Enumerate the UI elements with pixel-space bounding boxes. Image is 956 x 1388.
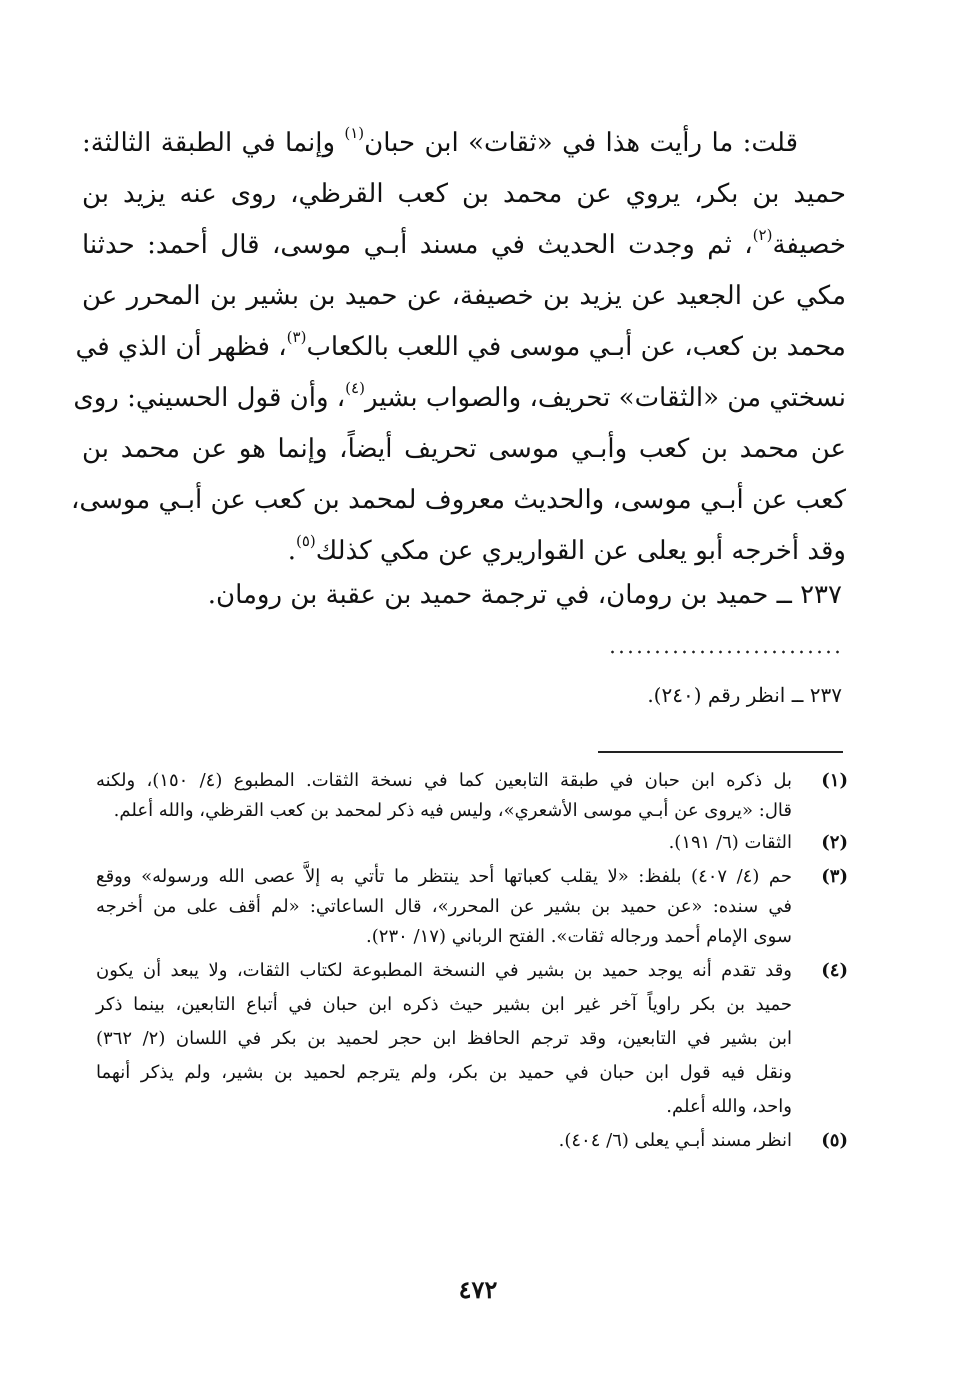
footnote-ref-3[interactable]: (٣): [286, 328, 307, 347]
main-line-6: نسختي من «الثقات» تحريف، والصواب بشير$^{(٤)}$، وأن قول الحسيني: روى: [73, 379, 846, 413]
footnote-line: حميد بن بكر راوياً آخر غير ابن بشير حيث ذكره ابن حبان في أتباع التابعين، بينما ذكر: [96, 994, 792, 1015]
dotted-separator: [608, 650, 844, 654]
main-line-1: قلت: ما رأيت هذا في «ثقات» ابن حبان$^{(١)}$ وإنما في الطبقة الثالثة:: [82, 124, 798, 158]
footnote-ref-4[interactable]: (٤): [345, 379, 365, 398]
footnote-line: قال: «يروى عن أبـي موسى الأشعري»، وليس فيه ذكر لمحمد بن كعب القرظي، والله أعلم.: [113, 800, 792, 821]
footnote-number: (٤): [821, 960, 848, 981]
footnote-ref-2[interactable]: (٢): [752, 226, 773, 245]
footnote-rule: [598, 751, 843, 753]
main-text: [71, 118, 846, 577]
footnote-ref-1[interactable]: (١): [344, 124, 365, 143]
main-line-3: خصيفة$^{(٢)}$، ثم وجدت الحديث في مسند أبـي موسى، قال أحمد: حدثنا: [82, 226, 846, 260]
main-line-7: عن محمد بن كعب وأبـي موسى تحريف أيضاً، وإنما هو عن محمد بن: [82, 434, 846, 464]
footnote-line: سوى الإمام أحمد ورجاله ثقات». الفتح الرباني (١٧/ ٢٣٠).: [366, 926, 792, 947]
footnote-line: واحد، والله أعلم.: [666, 1096, 792, 1117]
main-line-8: كعب عن أبـي موسى، والحديث معروف لمحمد بن كعب عن أبـي موسى،: [71, 485, 846, 515]
footnote-line: الثقات (٦/ ١٩١).: [668, 832, 792, 853]
footnote-line: في سنده: «عن حميد بن بشير عن المحرر»، قال الساعاتي: «لم أقف على من أخرجه: [96, 896, 792, 917]
footnote-3: [96, 862, 848, 952]
footnote-number: (٣): [821, 866, 848, 887]
footnote-number: (١): [821, 770, 848, 791]
footnote-2: [96, 828, 848, 858]
main-line-9: وقد أخرجه أبو يعلى عن القواريري عن مكي كذلك$^{(٥)}$.: [287, 532, 846, 566]
footnote-line: ونقل فيه قول ابن حبان في حميد بن بكر، ولم يترجم لحميد بن بشير، ولم يذكر أنهما: [96, 1062, 792, 1083]
main-line-2: حميد بن بكر، يروي عن محمد بن كعب القرظي، روى عنه يزيد بن: [82, 179, 846, 209]
footnote-5: [96, 1126, 848, 1156]
main-line-5: محمد بن كعب، عن أبـي موسى في اللعب بالكعاب$^{(٣)}$، فظهر أن الذي في: [75, 328, 846, 362]
page-number: ٤٧٢: [458, 1275, 498, 1304]
footnotes: [96, 766, 848, 1158]
entry-237: ٢٣٧ ــ حميد بن رومان، في ترجمة حميد بن عقبة بن رومان.: [207, 580, 842, 610]
main-line-4: مكي عن الجعيد عن يزيد بن خصيفة، عن حميد بن بشير بن المحرر عن: [82, 281, 846, 311]
footnote-1: [96, 766, 848, 826]
footnote-line: وقد تقدم أنه يوجد حميد بن بشير في النسخة المطبوعة لكتاب الثقات، ولا يبعد أن يكون: [96, 960, 792, 981]
footnote-4: [96, 954, 848, 1124]
footnote-ref-5[interactable]: (٥): [295, 532, 316, 551]
footnote-line: ابن بشير في التابعين، وقد ترجم الحافظ ابن حجر لحميد بن بكر في اللسان (٢/ ٣٦٢): [96, 1028, 792, 1049]
footnote-number: (٢): [821, 832, 848, 853]
footnote-line: حم (٤/ ٤٠٧) بلفظ: «لا يقلب كعباتها أحد ينتظر ما تأتي به إلاَّ عصى الله ورسوله» ووقع: [96, 866, 792, 887]
footnote-line: بل ذكره ابن حبان في طبقة التابعين كما في نسخة الثقات. المطبوع (٤/ ١٥٠)، ولكنه: [96, 770, 792, 791]
footnote-line: انظر مسند أبـي يعلى (٦/ ٤٠٤).: [558, 1130, 792, 1151]
cross-reference: ٢٣٧ ــ انظر رقم (٢٤٠).: [647, 683, 842, 707]
footnote-number: (٥): [821, 1130, 848, 1151]
